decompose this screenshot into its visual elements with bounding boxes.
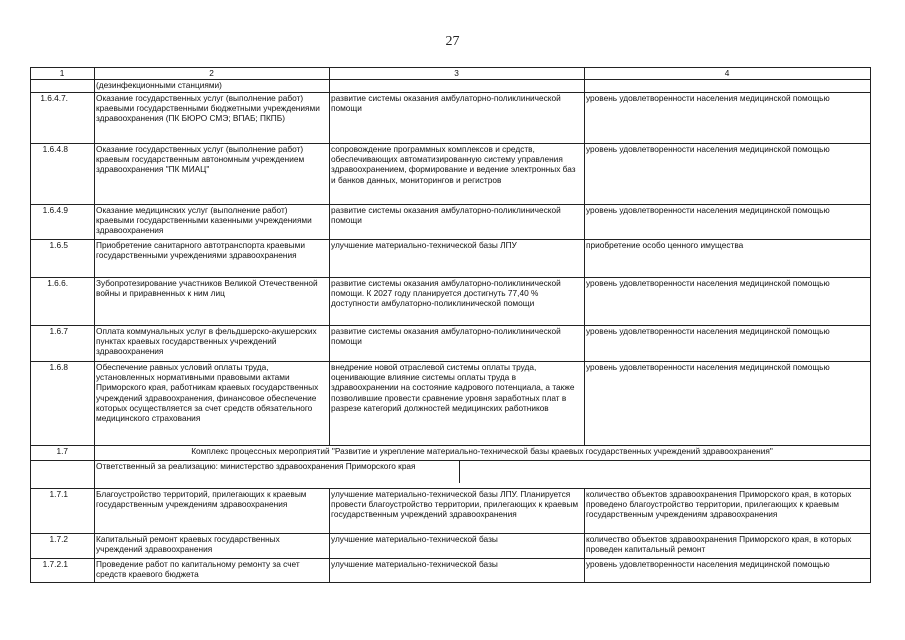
indicator-cell: уровень удовлетворенности населения медицинской помощью [585, 278, 871, 326]
row-number-cell: 1.6.7 [31, 326, 95, 362]
responsible-text: Ответственный за реализацию: министерство здравоохранения Приморского края [96, 461, 460, 483]
row-number-cell: 1.7.1 [31, 489, 95, 534]
table-row [31, 534, 871, 559]
table-row [31, 144, 871, 205]
row-number-cell: 1.6.6. [31, 278, 95, 326]
table-row [31, 559, 871, 583]
row-number-cell: 1.6.4.8 [31, 144, 95, 205]
indicator-cell: приобретение особо ценного имущества [585, 240, 871, 278]
row-number-cell: 1.6.4.7. [31, 93, 95, 144]
row-number-cell: 1.6.5 [31, 240, 95, 278]
indicator-cell: уровень удовлетворенности населения медицинской помощью [585, 93, 871, 144]
indicator-cell: уровень удовлетворенности населения медицинской помощью [585, 144, 871, 205]
table-row [31, 80, 871, 93]
responsible-row [31, 461, 871, 489]
row-number-cell: 1.7.2 [31, 534, 95, 559]
measure-name-cell: Оказание государственных услуг (выполнение работ) краевыми государственными бюджетными учреждениями здравоохранения (ПК БЮРО СМЭ; ВПАБ; ПКПБ) [95, 93, 330, 144]
indicator-cell: уровень удовлетворенности населения медицинской помощью [585, 362, 871, 446]
column-header: 3 [330, 68, 585, 80]
table-row [31, 240, 871, 278]
indicator-cell: количество объектов здравоохранения Приморского края, в которых проведено благоустройство территории, прилегающих к краевым государственным учреждениям здравоохранения [585, 489, 871, 534]
indicator-cell: уровень удовлетворенности населения медицинской помощью [585, 559, 871, 583]
table-row [31, 489, 871, 534]
expected-result-cell: улучшение материально-технической базы ЛПУ [330, 240, 585, 278]
measure-name-cell: Благоустройство территорий, прилегающих к краевым государственным учреждениям здравоохранения [95, 489, 330, 534]
measure-name-cell: Приобретение санитарного автотранспорта краевыми государственными учреждениями здравоохранения [95, 240, 330, 278]
row-number-cell: 1.6.4.9 [31, 205, 95, 240]
expected-result-cell: развитие системы оказания амбулаторно-поликлинической помощи [330, 205, 585, 240]
table-row [31, 362, 871, 446]
page-number: 27 [445, 34, 460, 49]
row-number-cell: 1.6.8 [31, 362, 95, 446]
table-row [31, 278, 871, 326]
expected-result-cell: сопровождение программных комплексов и средств, обеспечивающих автоматизированную систему управления здравоохранением, формирование и ведение электронных баз и банков данных, мониторингов и регистров [330, 144, 585, 205]
expected-result-cell: улучшение материально-технической базы [330, 559, 585, 583]
section-number-cell: 1.7 [31, 446, 95, 461]
section-row [31, 446, 871, 461]
expected-result-cell: развитие системы оказания амбулаторно-поликлинической помощи [330, 93, 585, 144]
measure-name-cell: Капитальный ремонт краевых государственных учреждений здравоохранения [95, 534, 330, 559]
expected-result-cell: внедрение новой отраслевой системы оплаты труда, оценивающие влияние системы оплаты труда в здравоохранении на состояние кадрового потенциала, а также позволившие провести сравнение уровня заработных плат в разрезе категорий должностей медицинских работников [330, 362, 585, 446]
column-header: 2 [95, 68, 330, 80]
row-number-cell [31, 80, 95, 93]
indicator-cell: уровень удовлетворенности населения медицинской помощью [585, 326, 871, 362]
empty-cell [330, 80, 585, 93]
measure-name-cell: Проведение работ по капитальному ремонту за счет средств краевого бюджета [95, 559, 330, 583]
measure-name-cell: Оказание медицинских услуг (выполнение работ) краевыми государственными казенными учреждениями здравоохранения [95, 205, 330, 240]
table-row [31, 326, 871, 362]
measure-name-cell: Зубопротезирование участников Великой Отечественной войны и приравненных к ним лиц [95, 278, 330, 326]
responsible-cell [95, 461, 871, 489]
empty-cell [585, 80, 871, 93]
row-number-cell: 1.7.2.1 [31, 559, 95, 583]
column-header: 4 [585, 68, 871, 80]
expected-result-cell: улучшение материально-технической базы ЛПУ. Планируется провести благоустройство территории, прилегающих к краевым государственным учреждений здравоохранения [330, 489, 585, 534]
section-title: Комплекс процессных мероприятий "Развитие и укрепление материально-технической базы краевых государственных учреждений здравоохранения" [95, 446, 871, 461]
indicator-cell: уровень удовлетворенности населения медицинской помощью [585, 205, 871, 240]
measure-name-cell: Обеспечение равных условий оплаты труда, установленных нормативными правовыми актами Приморского края, работникам краевых государственных учреждений здравоохранения, финансовое обеспечение которых осуществляется за счет средств обязательного медицинского страхования [95, 362, 330, 446]
measure-name-cell: Оплата коммунальных услуг в фельдшерско-акушерских пунктах краевых государственных учреждений здравоохранения [95, 326, 330, 362]
expected-result-cell: развитие системы оказания амбулаторно-поликлинической помощи. К 2027 году планируется достигнуть 77,40 % доступности амбулаторно-поликлинической помощи [330, 278, 585, 326]
measure-name-cell: Оказание государственных услуг (выполнение работ) краевым государственным автономным учреждением здравоохранения "ПК МИАЦ" [95, 144, 330, 205]
empty-cell [31, 461, 95, 489]
expected-result-cell: развитие системы оказания амбулаторно-поликлинической помощи [330, 326, 585, 362]
continuation-cell: (дезинфекционными станциями) [95, 80, 330, 93]
expected-result-cell: улучшение материально-технической базы [330, 534, 585, 559]
measures-table [30, 67, 871, 583]
table-row [31, 93, 871, 144]
indicator-cell: количество объектов здравоохранения Приморского края, в которых проведен капитальный ремонт [585, 534, 871, 559]
table-header-row [31, 68, 871, 80]
table-row [31, 205, 871, 240]
column-header: 1 [31, 68, 95, 80]
